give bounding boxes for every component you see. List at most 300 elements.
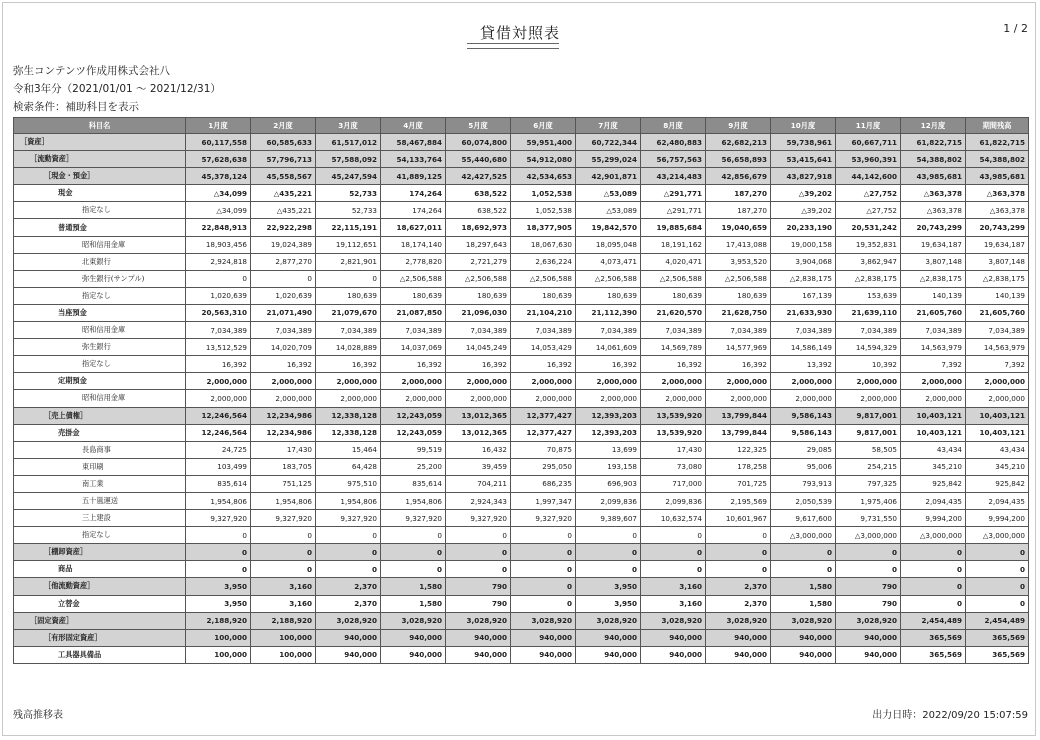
table-row [14,561,1029,578]
amount-cell: 3,028,920 [706,612,771,629]
amount-cell: 2,000,000 [511,390,576,407]
amount-cell: 295,050 [511,458,576,475]
column-header-period: 5月度 [446,118,511,134]
column-header-period: 1月度 [186,118,251,134]
amount-cell: 2,000,000 [446,373,511,390]
amount-cell: △3,000,000 [771,527,836,544]
amount-cell: 13,539,920 [641,407,706,424]
amount-cell: 940,000 [511,646,576,663]
amount-cell: 9,327,920 [511,510,576,527]
amount-cell: 14,053,429 [511,339,576,356]
amount-cell: 19,634,187 [966,236,1029,253]
account-name-cell: ［有形固定資産］ [14,629,186,646]
table-row [14,458,1029,475]
amount-cell: 7,392 [901,356,966,373]
amount-cell: 100,000 [251,646,316,663]
balance-table [13,117,1029,664]
amount-cell: 0 [966,544,1029,561]
amount-cell: 187,270 [706,185,771,202]
amount-cell: 19,352,831 [836,236,901,253]
amount-cell: 7,034,389 [576,322,641,339]
amount-cell: 925,842 [966,475,1029,492]
amount-cell: 42,901,871 [576,168,641,185]
amount-cell: 0 [706,561,771,578]
amount-cell: 12,393,203 [576,407,641,424]
amount-cell: 2,000,000 [251,390,316,407]
amount-cell: 180,639 [641,287,706,304]
amount-cell: 0 [966,578,1029,595]
table-row [14,390,1029,407]
amount-cell: 10,601,967 [706,510,771,527]
amount-cell: 20,531,242 [836,219,901,236]
amount-cell: 365,569 [966,629,1029,646]
amount-cell: 0 [966,561,1029,578]
amount-cell: 0 [706,544,771,561]
amount-cell: 2,636,224 [511,253,576,270]
report-period: 令和3年分（2021/01/01 ～ 2021/12/31） [13,83,221,95]
amount-cell: 940,000 [381,646,446,663]
amount-cell: 1,052,538 [511,185,576,202]
amount-cell: 12,338,128 [316,407,381,424]
amount-cell: 940,000 [511,629,576,646]
amount-cell: 638,522 [446,202,511,219]
title-underline [467,43,559,49]
account-name-cell: 長島商事 [14,441,186,458]
amount-cell: 790 [836,578,901,595]
amount-cell: 1,954,806 [251,492,316,509]
amount-cell: 16,392 [316,356,381,373]
amount-cell: 19,842,570 [576,219,641,236]
amount-cell: 2,099,836 [576,492,641,509]
amount-cell: △2,506,588 [381,270,446,287]
amount-cell: 2,000,000 [641,390,706,407]
amount-cell: 1,020,639 [186,287,251,304]
amount-cell: 12,338,128 [316,424,381,441]
amount-cell: △435,221 [251,185,316,202]
amount-cell: 2,050,539 [771,492,836,509]
amount-cell: 0 [901,578,966,595]
amount-cell: 0 [576,544,641,561]
amount-cell: 0 [381,544,446,561]
amount-cell: 940,000 [771,646,836,663]
amount-cell: 17,430 [251,441,316,458]
amount-cell: 940,000 [641,646,706,663]
amount-cell: 0 [641,544,706,561]
amount-cell: 18,627,011 [381,219,446,236]
amount-cell: 790 [446,578,511,595]
account-name-cell: ［流動資産］ [14,151,186,168]
amount-cell: 1,052,538 [511,202,576,219]
amount-cell: 2,370 [316,578,381,595]
amount-cell: 2,000,000 [511,373,576,390]
amount-cell: 10,403,121 [966,407,1029,424]
amount-cell: 0 [511,561,576,578]
amount-cell: 2,000,000 [446,390,511,407]
amount-cell: 167,139 [771,287,836,304]
amount-cell: 45,247,594 [316,168,381,185]
amount-cell: 2,000,000 [381,373,446,390]
table-row [14,578,1029,595]
amount-cell: △53,089 [576,185,641,202]
table-row [14,629,1029,646]
amount-cell: 7,034,389 [706,322,771,339]
amount-cell: 21,087,850 [381,304,446,321]
account-name-cell: 弥生銀行(サンプル) [14,270,186,287]
amount-cell: 0 [511,578,576,595]
report-title: 貸借対照表 [479,24,560,42]
amount-cell: 19,000,158 [771,236,836,253]
amount-cell: 22,922,298 [251,219,316,236]
amount-cell: 180,639 [576,287,641,304]
amount-cell: 0 [186,527,251,544]
amount-cell: 7,034,389 [966,322,1029,339]
amount-cell: 21,628,750 [706,304,771,321]
amount-cell: 9,327,920 [316,510,381,527]
amount-cell: 2,094,435 [966,492,1029,509]
amount-cell: 60,585,633 [251,134,316,151]
amount-cell: 9,994,200 [966,510,1029,527]
amount-cell: 9,586,143 [771,407,836,424]
amount-cell: 43,434 [966,441,1029,458]
amount-cell: 2,094,435 [901,492,966,509]
amount-cell: 4,020,471 [641,253,706,270]
amount-cell: 3,950 [186,578,251,595]
amount-cell: 20,233,190 [771,219,836,236]
amount-cell: 0 [446,544,511,561]
amount-cell: 2,000,000 [836,390,901,407]
table-row [14,219,1029,236]
amount-cell: 2,000,000 [706,390,771,407]
amount-cell: 17,413,088 [706,236,771,253]
table-row [14,185,1029,202]
column-header-period: 7月度 [576,118,641,134]
table-row [14,236,1029,253]
amount-cell: 21,112,390 [576,304,641,321]
amount-cell: 2,000,000 [316,390,381,407]
amount-cell: 2,924,343 [446,492,511,509]
amount-cell: 9,994,200 [901,510,966,527]
amount-cell: △2,506,588 [511,270,576,287]
amount-cell: 60,117,558 [186,134,251,151]
amount-cell: 14,577,969 [706,339,771,356]
account-name-cell: 売掛金 [14,424,186,441]
account-name-cell: 当座預金 [14,304,186,321]
amount-cell: 55,440,680 [446,151,511,168]
amount-cell: 0 [186,561,251,578]
account-name-cell: 指定なし [14,287,186,304]
table-row [14,168,1029,185]
amount-cell: 3,028,920 [576,612,641,629]
amount-cell: 174,264 [381,185,446,202]
amount-cell: 42,856,679 [706,168,771,185]
amount-cell: 99,519 [381,441,446,458]
amount-cell: 0 [316,561,381,578]
column-header-period: 4月度 [381,118,446,134]
amount-cell: 790 [446,595,511,612]
amount-cell: 2,370 [706,595,771,612]
amount-cell: 153,639 [836,287,901,304]
amount-cell: 7,034,389 [251,322,316,339]
amount-cell: 53,415,641 [771,151,836,168]
amount-cell: 180,639 [446,287,511,304]
amount-cell: 13,392 [771,356,836,373]
amount-cell: 2,000,000 [576,390,641,407]
amount-cell: 925,842 [901,475,966,492]
amount-cell: 2,924,818 [186,253,251,270]
table-row [14,202,1029,219]
amount-cell: 0 [381,527,446,544]
amount-cell: 365,569 [966,646,1029,663]
amount-cell: 13,799,844 [706,424,771,441]
search-condition: 検索条件：補助科目を表示 [13,101,139,113]
account-name-cell: 工具器具備品 [14,646,186,663]
amount-cell: 60,667,711 [836,134,901,151]
amount-cell: 17,430 [641,441,706,458]
table-row [14,595,1029,612]
amount-cell: 12,393,203 [576,424,641,441]
account-name-cell: ［売上債権］ [14,407,186,424]
amount-cell: 2,099,836 [641,492,706,509]
amount-cell: 0 [641,561,706,578]
account-name-cell: ［資産］ [14,134,186,151]
amount-cell: 10,403,121 [966,424,1029,441]
amount-cell: 1,580 [771,578,836,595]
amount-cell: 3,950 [576,578,641,595]
amount-cell: △435,221 [251,202,316,219]
table-row [14,253,1029,270]
amount-cell: 14,594,329 [836,339,901,356]
amount-cell: 1,580 [771,595,836,612]
column-header-period: 10月度 [771,118,836,134]
amount-cell: 16,432 [446,441,511,458]
amount-cell: 9,327,920 [381,510,446,527]
amount-cell: 4,073,471 [576,253,641,270]
amount-cell: 2,000,000 [836,373,901,390]
table-row [14,612,1029,629]
amount-cell: 2,370 [706,578,771,595]
amount-cell: 3,028,920 [836,612,901,629]
amount-cell: 60,074,800 [446,134,511,151]
amount-cell: 21,620,570 [641,304,706,321]
amount-cell: △2,838,175 [836,270,901,287]
amount-cell: 2,000,000 [901,373,966,390]
amount-cell: 0 [316,544,381,561]
amount-cell: 3,028,920 [641,612,706,629]
amount-cell: 3,807,148 [966,253,1029,270]
amount-cell: 3,160 [251,578,316,595]
amount-cell: 0 [316,270,381,287]
amount-cell: 1,580 [381,578,446,595]
amount-cell: 14,563,979 [901,339,966,356]
amount-cell: 15,464 [316,441,381,458]
amount-cell: 62,682,213 [706,134,771,151]
account-name-cell: 指定なし [14,527,186,544]
table-row [14,356,1029,373]
amount-cell: 1,020,639 [251,287,316,304]
amount-cell: 100,000 [186,629,251,646]
amount-cell: 57,628,638 [186,151,251,168]
amount-cell: 13,799,844 [706,407,771,424]
column-header-period: 2月度 [251,118,316,134]
amount-cell: 55,299,024 [576,151,641,168]
amount-cell: 61,517,012 [316,134,381,151]
amount-cell: 3,950 [576,595,641,612]
account-name-cell: 普通預金 [14,219,186,236]
amount-cell: 7,392 [966,356,1029,373]
amount-cell: 0 [836,544,901,561]
amount-cell: 9,586,143 [771,424,836,441]
amount-cell: △2,838,175 [771,270,836,287]
amount-cell: 56,757,563 [641,151,706,168]
amount-cell: 9,327,920 [251,510,316,527]
amount-cell: 940,000 [576,646,641,663]
amount-cell: 54,388,802 [966,151,1029,168]
amount-cell: 21,605,760 [901,304,966,321]
account-name-cell: ［固定資産］ [14,612,186,629]
amount-cell: 7,034,389 [446,322,511,339]
amount-cell: 704,211 [446,475,511,492]
amount-cell: 13,539,920 [641,424,706,441]
amount-cell: 2,000,000 [251,373,316,390]
amount-cell: 12,243,059 [381,424,446,441]
amount-cell: 70,875 [511,441,576,458]
amount-cell: 1,580 [381,595,446,612]
amount-cell: 9,817,001 [836,407,901,424]
amount-cell: 3,953,520 [706,253,771,270]
amount-cell: 14,020,709 [251,339,316,356]
amount-cell: △2,838,175 [966,270,1029,287]
amount-cell: 21,079,670 [316,304,381,321]
amount-cell: 1,975,406 [836,492,901,509]
amount-cell: 2,000,000 [316,373,381,390]
table-row [14,287,1029,304]
amount-cell: 2,454,489 [901,612,966,629]
amount-cell: 54,388,802 [901,151,966,168]
amount-cell: 2,000,000 [771,373,836,390]
amount-cell: 140,139 [966,287,1029,304]
account-name-cell: 指定なし [14,202,186,219]
footer-report-name: 残高推移表 [13,710,63,721]
amount-cell: 13,012,365 [446,424,511,441]
amount-cell: 2,195,569 [706,492,771,509]
amount-cell: 0 [576,527,641,544]
amount-cell: 696,903 [576,475,641,492]
amount-cell: 54,133,764 [381,151,446,168]
amount-cell: 0 [706,527,771,544]
amount-cell: 0 [381,561,446,578]
amount-cell: 0 [641,527,706,544]
amount-cell: △2,838,175 [901,270,966,287]
amount-cell: 7,034,389 [901,322,966,339]
amount-cell: 58,467,884 [381,134,446,151]
account-name-cell: 東印刷 [14,458,186,475]
amount-cell: △3,000,000 [966,527,1029,544]
amount-cell: 3,028,920 [511,612,576,629]
table-row [14,527,1029,544]
amount-cell: 0 [446,561,511,578]
amount-cell: 1,954,806 [381,492,446,509]
amount-cell: 25,200 [381,458,446,475]
amount-cell: 43,214,483 [641,168,706,185]
amount-cell: 940,000 [316,646,381,663]
amount-cell: 45,378,124 [186,168,251,185]
amount-cell: 10,403,121 [901,407,966,424]
amount-cell: 12,234,986 [251,407,316,424]
column-header-period: 期間残高 [966,118,1029,134]
amount-cell: 19,885,684 [641,219,706,236]
amount-cell: 2,877,270 [251,253,316,270]
account-name-cell: 五十嵐運送 [14,492,186,509]
table-row [14,646,1029,663]
amount-cell: 2,000,000 [576,373,641,390]
amount-cell: 29,085 [771,441,836,458]
amount-cell: 12,246,564 [186,424,251,441]
amount-cell: 7,034,389 [381,322,446,339]
amount-cell: 0 [251,561,316,578]
footer-timestamp: 出力日時：2022/09/20 15:07:59 [872,710,1028,721]
amount-cell: 0 [251,544,316,561]
amount-cell: 19,024,389 [251,236,316,253]
amount-cell: 7,034,389 [771,322,836,339]
amount-cell: 180,639 [316,287,381,304]
amount-cell: △34,099 [186,185,251,202]
amount-cell: 22,115,191 [316,219,381,236]
amount-cell: 14,569,789 [641,339,706,356]
amount-cell: 345,210 [966,458,1029,475]
table-row [14,424,1029,441]
amount-cell: 19,634,187 [901,236,966,253]
amount-cell: △2,506,588 [576,270,641,287]
amount-cell: 14,563,979 [966,339,1029,356]
amount-cell: △291,771 [641,185,706,202]
amount-cell: 3,160 [641,578,706,595]
amount-cell: 62,480,883 [641,134,706,151]
amount-cell: 7,034,389 [641,322,706,339]
account-name-cell: ［他流動資産］ [14,578,186,595]
column-header-period: 3月度 [316,118,381,134]
account-name-cell: 三上建設 [14,510,186,527]
amount-cell: 24,725 [186,441,251,458]
amount-cell: 21,633,930 [771,304,836,321]
amount-cell: 19,040,659 [706,219,771,236]
amount-cell: 18,377,905 [511,219,576,236]
amount-cell: 3,160 [641,595,706,612]
amount-cell: 686,235 [511,475,576,492]
amount-cell: 18,191,162 [641,236,706,253]
column-header-period: 12月度 [901,118,966,134]
amount-cell: 64,428 [316,458,381,475]
amount-cell: 12,243,059 [381,407,446,424]
amount-cell: 58,505 [836,441,901,458]
amount-cell: 0 [966,595,1029,612]
amount-cell: 7,034,389 [511,322,576,339]
table-row [14,475,1029,492]
amount-cell: 790 [836,595,901,612]
amount-cell: 14,037,069 [381,339,446,356]
account-name-cell: 昭和信用金庫 [14,322,186,339]
amount-cell: 52,733 [316,202,381,219]
account-name-cell: 立替金 [14,595,186,612]
amount-cell: 0 [771,544,836,561]
amount-cell: 0 [251,270,316,287]
amount-cell: △27,752 [836,202,901,219]
amount-cell: 140,139 [901,287,966,304]
amount-cell: 0 [901,595,966,612]
amount-cell: 16,392 [576,356,641,373]
amount-cell: 940,000 [706,629,771,646]
amount-cell: 18,297,643 [446,236,511,253]
amount-cell: 1,954,806 [186,492,251,509]
